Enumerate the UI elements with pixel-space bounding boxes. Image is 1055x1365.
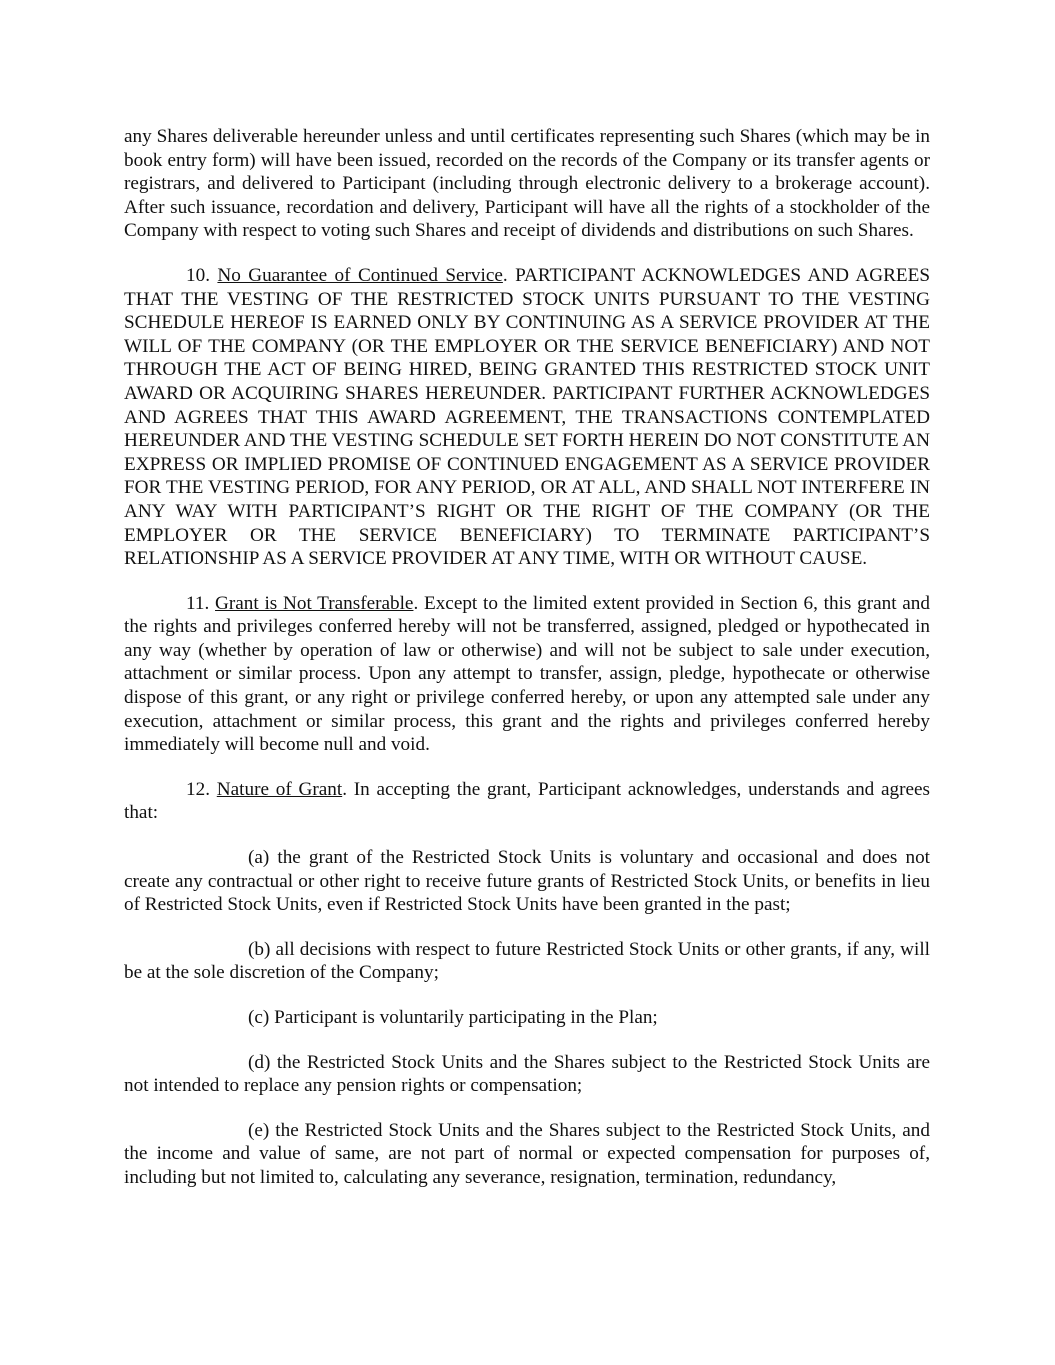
section-12-item-b-text: (b) all decisions with respect to future Restricted Stock Units or other grants, if any, will be at the sole discretion of the Company; — [124, 938, 930, 984]
section-10-paragraph — [124, 264, 930, 571]
section-11-text: . Except to the limited extent provided in Section 6, this grant and the rights and privileges conferred hereby will not be transferred, assigned, pledged or hypothecated in any way (whether by operation of law or otherwise) and will not be subject to sale under execution, attachment or similar process. Upon any attempt to transfer, assign, pledge, hypothecate or otherwise dispose of this grant, or any right or privilege conferred hereby, or upon any attempted sale under any execution, attachment or similar process, this grant and the rights and privileges conferred hereby immediately will become null and void. — [124, 592, 930, 756]
intro-text: any Shares deliverable hereunder unless and until certificates representing such Shares (which may be in book entry form) will have been issued, recorded on the records of the Company or its transfer agents or registrars, and delivered to Participant (including through electronic delivery to a brokerage account). After such issuance, recordation and delivery, Participant will have all the rights of a stockholder of the Company with respect to voting such Shares and receipt of dividends and distributions on such Shares. — [124, 126, 930, 242]
section-10-heading: No Guarantee of Continued Service — [217, 264, 503, 286]
section-12-item-b — [124, 938, 930, 985]
section-12-number: 12. — [186, 778, 217, 800]
section-12-paragraph — [124, 778, 930, 825]
section-12-item-d — [124, 1051, 930, 1098]
section-12-text: . In accepting the grant, Participant acknowledges, understands and agrees that: — [124, 778, 931, 824]
section-12-heading: Nature of Grant — [216, 778, 343, 800]
section-11-paragraph — [124, 592, 930, 757]
section-12-item-c-text: (c) Participant is voluntarily participating in the Plan; — [248, 1007, 658, 1028]
section-10-number: 10. — [186, 264, 218, 286]
section-10-text: . PARTICIPANT ACKNOWLEDGES AND AGREES THAT THE VESTING OF THE RESTRICTED STOCK UNITS PURSUANT TO THE VESTING SCHEDULE HEREOF IS EARNED ONLY BY CONTINUING AS A SERVICE PROVIDER AT THE WILL OF THE COMPANY (OR THE EMPLOYER OR THE SERVICE BENEFICIARY) AND NOT THROUGH THE ACT OF BEING HIRED, BEING GRANTED THIS RESTRICTED STOCK UNIT AWARD OR ACQUIRING SHARES HEREUNDER. PARTICIPANT FURTHER ACKNOWLEDGES AND AGREES THAT THIS AWARD AGREEMENT, THE TRANSACTIONS CONTEMPLATED HEREUNDER AND THE VESTING SCHEDULE SET FORTH HEREIN DO NOT CONSTITUTE AN EXPRESS OR IMPLIED PROMISE OF CONTINUED ENGAGEMENT AS A SERVICE PROVIDER FOR THE VESTING PERIOD, FOR ANY PERIOD, OR AT ALL, AND SHALL NOT INTERFERE IN ANY WAY WITH PARTICIPANT’S RIGHT OR THE RIGHT OF THE COMPANY (OR THE EMPLOYER OR THE SERVICE BENEFICIARY) TO TERMINATE PARTICIPANT’S RELATIONSHIP AS A SERVICE PROVIDER AT ANY TIME, WITH OR WITHOUT CAUSE. — [124, 264, 931, 570]
section-12-item-a-text: (a) the grant of the Restricted Stock Units is voluntary and occasional and does not create any contractual or other right to receive future grants of Restricted Stock Units, or benefits in lieu of Restricted Stock Units, even if Restricted Stock Units have been granted in the past; — [124, 847, 930, 916]
section-12-item-a — [124, 846, 930, 917]
section-12-item-c — [124, 1006, 930, 1030]
section-11-heading: Grant is Not Transferable — [215, 592, 414, 614]
section-12-item-e-text: (e) the Restricted Stock Units and the Shares subject to the Restricted Stock Units, and the income and value of same, are not part of normal or expected compensation for purposes of, including but not limited to, calculating any severance, resignation, termination, redundancy, — [124, 1119, 930, 1188]
section-11-number: 11. — [186, 592, 216, 614]
document-page — [124, 125, 930, 1211]
intro-paragraph — [124, 125, 930, 243]
section-12-item-d-text: (d) the Restricted Stock Units and the Shares subject to the Restricted Stock Units are not intended to replace any pension rights or compensation; — [124, 1051, 930, 1097]
section-12-item-e — [124, 1119, 930, 1190]
